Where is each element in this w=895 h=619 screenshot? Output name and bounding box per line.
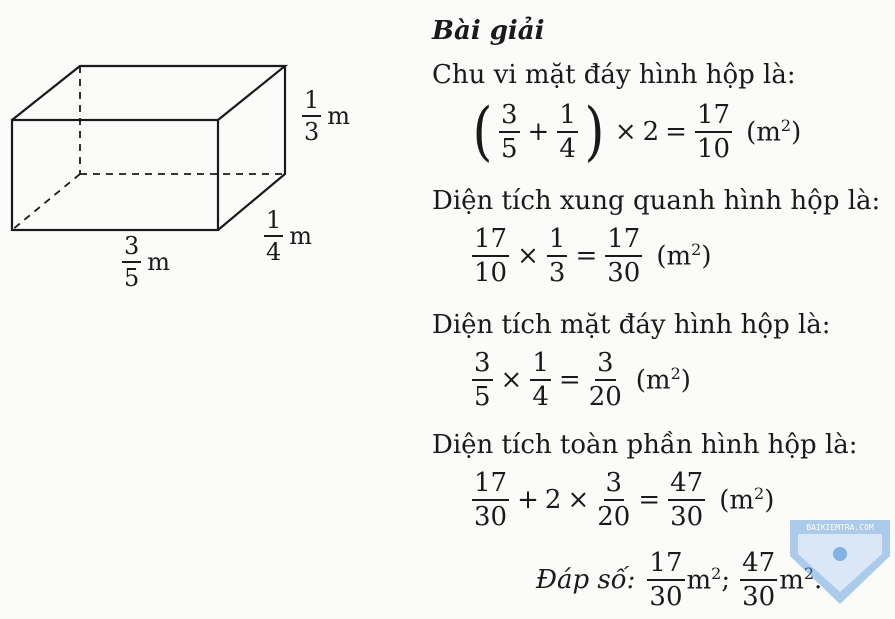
step4-heading: Diện tích toàn phần hình hộp là: bbox=[432, 430, 858, 460]
hidden-edge-depth bbox=[12, 174, 80, 230]
step2-heading: Diện tích xung quanh hình hộp là: bbox=[432, 186, 881, 216]
step1-expression: ( $\frac{3}{5}$ + $\frac{1}{4}$ ) × 2 = $\frac{17}{10}$ $(m^2)$ bbox=[472, 95, 802, 169]
step3-expression: $\frac{3}{5}$ × $\frac{1}{4}$ = $\frac{3}{20}$ $(m^2)$ bbox=[474, 348, 691, 412]
cuboid-front-face bbox=[12, 120, 218, 230]
watermark-logo-icon bbox=[788, 516, 892, 608]
width-label: $\frac{1}{4}$ m bbox=[266, 206, 313, 266]
svg-text:BAIKIEMTRA.COM: BAIKIEMTRA.COM bbox=[806, 523, 874, 532]
length-label: $\frac{3}{5}$ m bbox=[124, 232, 171, 292]
cuboid-top-face bbox=[12, 66, 285, 120]
step4-expression: $\frac{17}{30}$ + 2 × $\frac{3}{20}$ = $\frac{47}{30}$ $(m^2)$ bbox=[474, 468, 775, 532]
step2-expression: $\frac{17}{10}$ × $\frac{1}{3}$ = $\frac{17}{30}$ $(m^2)$ bbox=[474, 224, 712, 288]
cuboid-diagram bbox=[0, 50, 300, 250]
step3-heading: Diện tích mặt đáy hình hộp là: bbox=[432, 310, 831, 340]
step1-heading: Chu vi mặt đáy hình hộp là: bbox=[432, 60, 796, 90]
final-answer: Đáp số: $\frac{17}{30}$ $m^2$ ; $\frac{47}{30}$ $m^2$ . bbox=[536, 548, 823, 612]
height-label: $\frac{1}{3}$ m bbox=[304, 86, 351, 146]
answer-label: Đáp số: bbox=[536, 565, 636, 595]
solution-title: Bài giải bbox=[432, 16, 545, 46]
